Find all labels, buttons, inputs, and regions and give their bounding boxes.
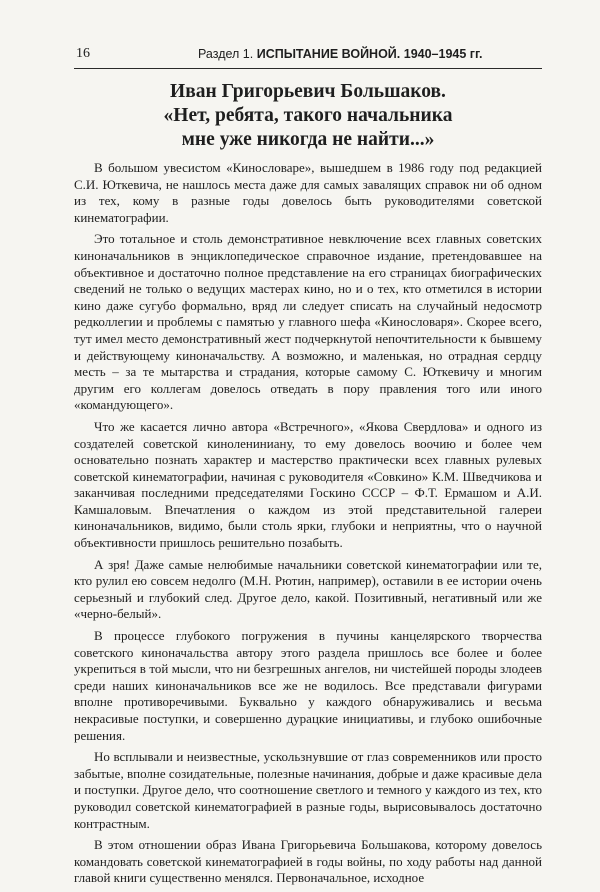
- running-header: [74, 46, 542, 69]
- paragraph: В этом отношении образ Ивана Григорьевича Большакова, которому довелось командовать советской кинематографией в годы войны, по ходу работы над данной главой книги существенно менялся. Первоначальное, исходное: [74, 837, 542, 886]
- chapter-title: [74, 80, 542, 152]
- section-heading: [198, 47, 482, 61]
- paragraph: Это тотальное и столь демонстративное невключение всех главных советских киноначальников в энциклопедическое справочное издание, претендовавшее на объективное и достаточно полное представление на его страницах биографических сведений не только о ведущих мастерах кино, но и о тех, кто отметился в истории кино даже сугубо формально, вряд ли следует списать на случайный недосмотр редколлегии и проблемы с памятью у главного шефа «Кинословаря». Скорее всего, тут имел место демонстративный жест подчеркнутой непочтительности к бывшему и действующему киноначальству. А возможно, и маленькая, но отрадная сердцу месть – за те мытарства и страдания, которые самому С. Юткевичу и многим другим его коллегам довелось отведать в пору правления того или иного «командующего».: [74, 231, 542, 413]
- chapter-title-line: «Нет, ребята, такого начальника: [163, 105, 453, 126]
- chapter-title-line: мне уже никогда не найти...»: [181, 129, 435, 150]
- page-number: 16: [76, 46, 90, 61]
- chapter-title-line: Иван Григорьевич Большаков.: [170, 81, 446, 102]
- paragraph: Но всплывали и неизвестные, ускользнувшие от глаз современников или просто забытые, вполне созидательные, полезные начинания, добрые и даже красивые дела и поступки. Другое дело, что соотношение светлого и темного у каждого из тех, кто руководил советской кинематографией в разные годы, вырисовывалось достаточно контрастным.: [74, 749, 542, 831]
- section-prefix: Раздел 1.: [198, 47, 254, 61]
- body-text: [74, 160, 542, 892]
- paragraph: В большом увесистом «Кинословаре», вышедшем в 1986 году под редакцией С.И. Юткевича, не нашлось места даже для самых завалящих справок ни об одном из тех, кому в разные годы довелось быть руководителями советской кинематографии.: [74, 160, 542, 225]
- section-title: ИСПЫТАНИЕ ВОЙНОЙ. 1940–1945 гг.: [256, 47, 483, 61]
- paragraph: Что же касается лично автора «Встречного», «Якова Свердлова» и одного из создателей советской кинолениниану, то ему довелось воочию и более чем основательно познать характер и мастерство практически всех главных рулевых советской кинематографии, начиная с руководителя «Совкино» К.М. Шведчикова и заканчивая последними председателями Госкино СССР – Ф.Т. Ермашом и А.И. Камшаловым. Впечатления о каждом из этой представительной галереи киноначальников, видимо, были столь ярки, глубоки и неприятны, что о научной объективности пришлось решительно позабыть.: [74, 418, 542, 551]
- paragraph: В процессе глубокого погружения в пучины канцелярского творчества советского киноначальства автору этого раздела пришлось все более и более укрепиться в той мысли, что ни безгрешных ангелов, ни чистейшей породы злодеев среди наших киноначальников все же не водилось. Все представали фигурами вполне противоречивыми. Буквально у каждого обнаруживались и весьма некрасивые поступки, и совершенно дурацкие инициативы, и глубоко ошибочные решения.: [74, 628, 542, 743]
- paragraph: А зря! Даже самые нелюбимые начальники советской кинематографии или те, кто рулил ею совсем недолго (М.Н. Рютин, например), оставили в ее истории очень серьезный и глубокий след. Другое дело, какой. Позитивный, негативный или же «черно-белый».: [74, 556, 542, 622]
